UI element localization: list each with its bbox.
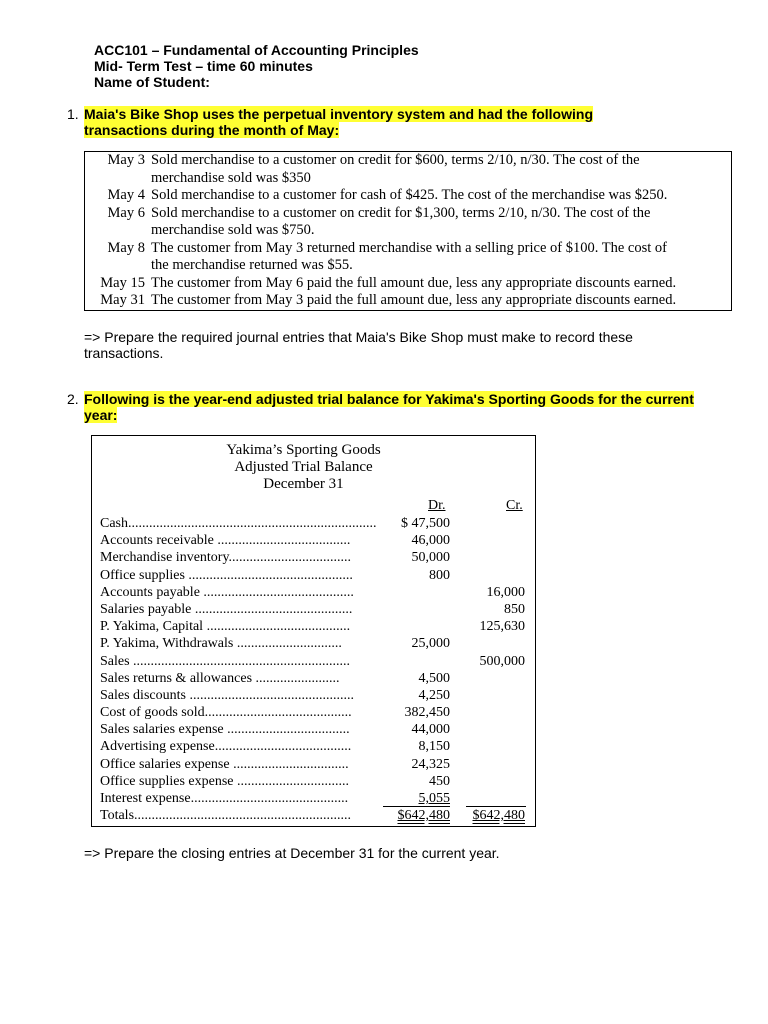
question-1-title: [67, 106, 593, 138]
account-name: Advertising expense.......................................: [100, 739, 352, 755]
transaction-row: [85, 275, 731, 293]
trial-balance-row: [100, 687, 527, 704]
trial-balance-company: Yakima’s Sporting Goods: [226, 442, 381, 458]
debit-total: $642,480: [397, 808, 450, 824]
question-1-title-line1: Maia's Bike Shop uses the perpetual inventory system and had the following: [84, 106, 593, 122]
trial-balance-row: [100, 549, 527, 566]
transaction-row: [85, 152, 731, 170]
transaction-row: [85, 292, 731, 310]
credit-amount: [450, 515, 525, 532]
account-name: Office supplies ...............................................: [100, 567, 353, 583]
transaction-date: May 15: [100, 274, 145, 291]
student-name-label: Name of Student:: [94, 74, 210, 90]
transaction-description: The customer from May 6 paid the full amount due, less any appropriate discounts earned.: [151, 274, 677, 291]
trial-balance-row: [100, 601, 527, 618]
debit-amount: $ 47,500: [401, 516, 450, 531]
debit-amount: 450: [429, 773, 450, 789]
trial-balance-date: December 31: [263, 476, 344, 492]
transaction-description: Sold merchandise to a customer on credit for $600, terms 2/10, n/30. The cost of the: [151, 152, 640, 168]
transactions-box: [84, 151, 732, 311]
credit-amount: [450, 738, 525, 755]
credit-amount: [450, 704, 525, 721]
transaction-row-continued: [85, 222, 731, 240]
account-name: Salaries payable .............................................: [100, 601, 353, 617]
credit-amount: [450, 773, 525, 790]
account-name: Office supplies expense ................................: [100, 773, 349, 789]
credit-amount: [450, 756, 525, 773]
credit-amount: 16,000: [486, 584, 525, 600]
trial-balance-row: [100, 773, 527, 790]
account-name: Interest expense.............................................: [100, 791, 349, 806]
trial-balance-totals-row: [100, 807, 527, 824]
credit-header: Cr.: [506, 498, 523, 513]
debit-amount: 5,055: [418, 791, 450, 806]
debit-amount: 50,000: [411, 550, 450, 566]
account-name: Sales discounts ...............................................: [100, 687, 354, 703]
account-name: P. Yakima, Capital .........................................: [100, 619, 351, 635]
question-2-instruction: => Prepare the closing entries at December 31 for the current year.: [84, 845, 500, 861]
trial-balance-row: [100, 704, 527, 721]
credit-amount: 125,630: [479, 619, 525, 635]
trial-balance-row: [100, 756, 527, 773]
credit-amount: [450, 687, 525, 704]
trial-balance-statement: Adjusted Trial Balance: [234, 459, 373, 475]
debit-amount: 24,325: [411, 756, 450, 772]
transaction-date: May 3: [107, 152, 145, 168]
account-name: Accounts receivable ......................................: [100, 533, 351, 549]
account-name: Cost of goods sold..........................................: [100, 705, 352, 721]
transaction-description-continued: the merchandise returned was $55.: [151, 257, 353, 273]
debit-amount: [380, 584, 450, 601]
credit-amount: [450, 721, 525, 738]
trial-balance-row: [100, 738, 527, 755]
trial-balance-rows: [100, 515, 527, 824]
transaction-date: May 8: [107, 239, 145, 256]
credit-amount: 500,000: [479, 653, 525, 669]
question-1-instruction-line1: => Prepare the required journal entries that Maia's Bike Shop must make to record these: [84, 329, 633, 345]
transaction-description: Sold merchandise to a customer for cash of $425. The cost of the merchandise was $250.: [151, 187, 668, 203]
transaction-row: [85, 205, 731, 223]
transaction-row-continued: [85, 170, 731, 188]
credit-amount: [450, 549, 525, 566]
trial-balance-row: [100, 515, 527, 532]
trial-balance-row: [100, 721, 527, 738]
account-name: Merchandise inventory...................................: [100, 550, 352, 566]
trial-balance-row: [100, 584, 527, 601]
transaction-row: [85, 240, 731, 258]
exam-header: [94, 42, 419, 90]
transaction-description: The customer from May 3 paid the full amount due, less any appropriate discounts earned.: [151, 292, 677, 308]
exam-info: Mid- Term Test – time 60 minutes: [94, 58, 313, 74]
account-name: Office salaries expense .................................: [100, 756, 349, 772]
course-title: ACC101 – Fundamental of Accounting Principles: [94, 42, 419, 58]
debit-amount: [380, 653, 450, 670]
account-name: Sales salaries expense ...................................: [100, 722, 350, 738]
transaction-date: May 4: [107, 187, 145, 203]
credit-amount: [450, 567, 525, 584]
debit-amount: 4,250: [418, 687, 450, 703]
question-1-title-line2: transactions during the month of May:: [84, 122, 340, 138]
transaction-description: The customer from May 3 returned merchandise with a selling price of $100. The cost of: [151, 239, 667, 256]
account-name: Cash.......................................................................: [100, 516, 377, 531]
credit-amount: [450, 790, 525, 807]
question-2-number: 2.: [67, 391, 79, 407]
trial-balance-row: [100, 567, 527, 584]
debit-amount: 800: [429, 567, 450, 583]
credit-amount: [450, 635, 525, 652]
credit-amount: 850: [504, 601, 525, 617]
trial-balance-row: [100, 532, 527, 549]
question-1-instruction-line2: transactions.: [84, 345, 164, 361]
credit-amount: [450, 670, 525, 687]
debit-total-rule: [383, 806, 450, 807]
debit-amount: 44,000: [411, 722, 450, 738]
transaction-row: [85, 187, 731, 205]
question-2-title-line1: Following is the year-end adjusted trial balance for Yakima's Sporting Goods for the current: [84, 391, 694, 407]
question-1-instruction: [84, 329, 633, 361]
transaction-row-continued: [85, 257, 731, 275]
transaction-date: May 31: [100, 292, 145, 308]
debit-amount: [380, 601, 450, 618]
trial-balance-row: [100, 618, 527, 635]
trial-balance-row: [100, 653, 527, 670]
transaction-date: May 6: [107, 204, 145, 221]
transaction-description: Sold merchandise to a customer on credit for $1,300, terms 2/10, n/30. The cost of the: [151, 204, 651, 221]
question-1-number: 1.: [67, 106, 79, 122]
debit-amount: 382,450: [404, 705, 450, 721]
transaction-description-continued: merchandise sold was $350: [151, 169, 311, 186]
transaction-description-continued: merchandise sold was $750.: [151, 222, 315, 238]
account-name: P. Yakima, Withdrawals ..............................: [100, 636, 342, 652]
debit-header: Dr.: [428, 498, 446, 513]
question-2-title-line2: year:: [84, 407, 118, 423]
credit-amount: [450, 532, 525, 549]
credit-total-rule: [466, 806, 526, 807]
debit-amount: 8,150: [418, 739, 450, 755]
account-name: Sales ..............................................................: [100, 653, 351, 669]
debit-amount: 25,000: [411, 636, 450, 652]
account-name: Accounts payable ...........................................: [100, 584, 354, 600]
trial-balance-row: [100, 635, 527, 652]
account-name: Sales returns & allowances ........................: [100, 670, 340, 686]
debit-amount: 4,500: [418, 670, 450, 686]
question-2-title: [67, 391, 694, 423]
trial-balance-row: [100, 790, 527, 807]
trial-balance: [91, 435, 536, 827]
credit-total: $642,480: [472, 808, 525, 824]
debit-amount: [380, 618, 450, 635]
totals-label: Totals..............................................................: [100, 808, 352, 824]
trial-balance-row: [100, 670, 527, 687]
debit-amount: 46,000: [411, 533, 450, 549]
